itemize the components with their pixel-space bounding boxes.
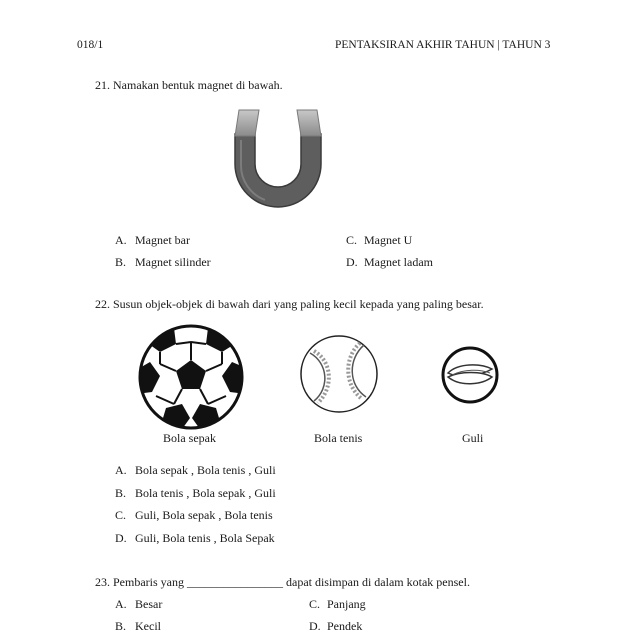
q23-option-a-letter: A. [115, 597, 127, 611]
q22-option-a: Bola sepak , Bola tenis , Guli [135, 463, 276, 477]
q22-option-b-letter: B. [115, 486, 127, 500]
q21-option-c-letter: C. [346, 233, 358, 247]
caption-tennis-ball: Bola tenis [314, 431, 363, 445]
q23-option-c: Panjang [327, 597, 366, 611]
marble-image [440, 345, 500, 405]
q23-option-d-letter: D. [309, 619, 321, 633]
soccer-ball-image [136, 322, 246, 432]
q21-option-b-letter: B. [115, 255, 127, 269]
question-23: 23. Pembaris yang ________________ dapat disimpan di dalam kotak pensel. [95, 575, 470, 589]
caption-soccer-ball: Bola sepak [163, 431, 216, 445]
q22-option-b: Bola tenis , Bola sepak , Guli [135, 486, 276, 500]
q23-option-d: Pendek [327, 619, 363, 633]
question-22: 22. Susun objek-objek di bawah dari yang paling kecil kepada yang paling besar. [95, 297, 484, 311]
q21-option-b: Magnet silinder [135, 255, 211, 269]
q22-option-c-letter: C. [115, 508, 127, 522]
q22-option-c: Guli, Bola sepak , Bola tenis [135, 508, 273, 522]
horseshoe-magnet-image [225, 104, 331, 216]
tennis-ball-image [298, 333, 380, 415]
q21-option-a-letter: A. [115, 233, 127, 247]
q21-option-a: Magnet bar [135, 233, 190, 247]
paper-title: PENTAKSIRAN AKHIR TAHUN | TAHUN 3 [335, 39, 551, 51]
q23-option-c-letter: C. [309, 597, 321, 611]
q23-option-a: Besar [135, 597, 163, 611]
question-21: 21. Namakan bentuk magnet di bawah. [95, 78, 283, 92]
q21-option-d: Magnet ladam [364, 255, 433, 269]
q22-option-d-letter: D. [115, 531, 127, 545]
paper-code: 018/1 [77, 39, 104, 51]
q23-option-b: Kecil [135, 619, 161, 633]
q22-option-d: Guli, Bola tenis , Bola Sepak [135, 531, 275, 545]
q21-option-c: Magnet U [364, 233, 413, 247]
q23-option-b-letter: B. [115, 619, 127, 633]
q22-option-a-letter: A. [115, 463, 127, 477]
caption-marble: Guli [462, 431, 484, 445]
q21-option-d-letter: D. [346, 255, 358, 269]
